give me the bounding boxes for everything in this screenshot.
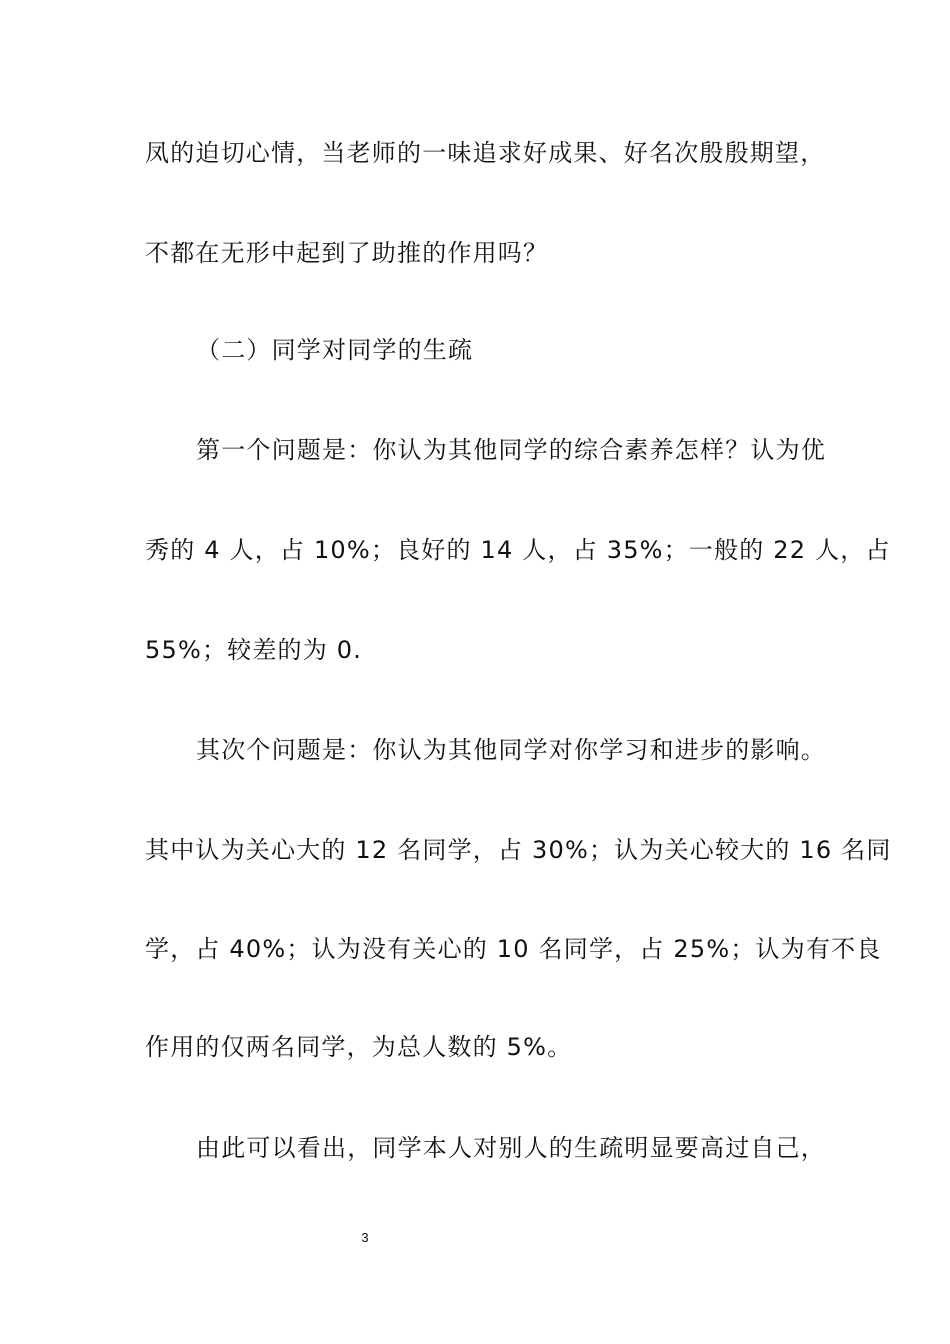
paragraph-line-8: 学，占 40%；认为没有关心的 10 名同学，占 25%；认为有不良 [145,935,882,963]
paragraph-line-3: 第一个问题是：你认为其他同学的综合素养怎样？认为优 [196,436,826,464]
paragraph-line-6: 其次个问题是：你认为其他同学对你学习和进步的影响。 [196,736,826,764]
paragraph-line-1: 凤的迫切心情，当老师的一味追求好成果、好名次殷殷期望， [145,139,826,167]
paragraph-line-10: 由此可以看出，同学本人对别人的生疏明显要高过自己， [196,1134,826,1162]
paragraph-line-4: 秀的 4 人，占 10%；良好的 14 人，占 35%；一般的 22 人，占 [145,536,891,564]
paragraph-line-7: 其中认为关心大的 12 名同学，占 30%；认为关心较大的 16 名同 [145,836,892,864]
paragraph-line-2: 不都在无形中起到了助推的作用吗？ [145,239,549,267]
section-heading: （二）同学对同学的生疏 [196,336,474,364]
page-number: 3 [361,1230,369,1245]
paragraph-line-9: 作用的仅两名同学，为总人数的 5%。 [145,1033,573,1061]
paragraph-line-5: 55%；较差的为 0. [145,636,363,664]
